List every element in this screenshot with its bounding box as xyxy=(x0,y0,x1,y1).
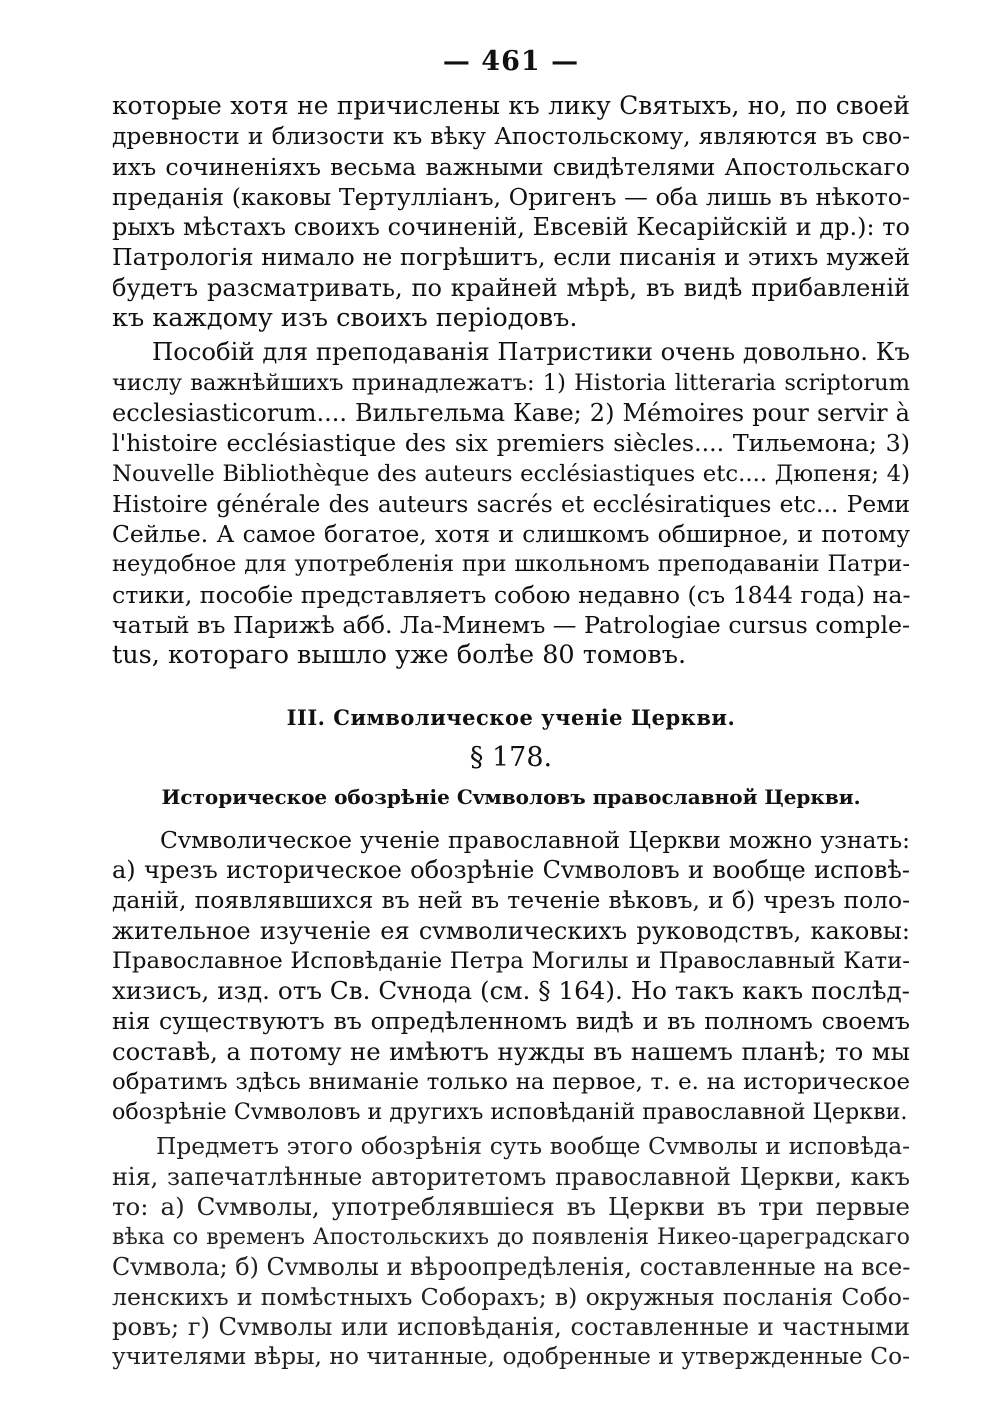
paragraph-2 xyxy=(112,337,910,670)
text-line: будетъ разсматривать, по крайней мѣрѣ, въ видѣ прибавленій xyxy=(112,273,910,302)
text-line: стики, пособіе представляетъ собою недавно (съ 1844 года) на- xyxy=(112,580,911,609)
page-number: — 461 — xyxy=(442,46,580,77)
text-line: рыхъ мѣстахъ своихъ сочиненій, Евсевій Кесарійскій и др.): то xyxy=(112,213,910,242)
text-line: l'histoire ecclésiastique des six premiers siècles.... Тильемона; 3) xyxy=(112,429,910,458)
text-line: которые хотя не причислены къ лику Святыхъ, но, по своей xyxy=(112,91,910,120)
text-line: къ каждому изъ своихъ періодовъ. xyxy=(112,303,578,334)
text-line: нія, запечатлѣнные авторитетомъ православной Церкви, какъ xyxy=(112,1162,910,1191)
text-line: Предметъ этого обозрѣнія суть вообще Сvмволы и исповѣда- xyxy=(156,1132,910,1160)
text-line: ecclesiasticorum.... Вильгельма Каве; 2) Mémoires pour servir à xyxy=(112,398,910,427)
paragraph-3 xyxy=(112,825,910,1128)
text-line: Сvмволическое ученіе православной Церкви можно узнать: xyxy=(160,825,910,854)
text-line: Православное Исповѣданіе Петра Могилы и Православный Кати- xyxy=(112,947,910,974)
text-line: чатый въ Парижѣ абб. Ла-Минемъ — Patrologiae cursus comple- xyxy=(112,611,911,640)
text-line: обратимъ здѣсь вниманіе только на первое, т. е. на историческое xyxy=(112,1069,910,1096)
paragraph-1 xyxy=(112,91,910,333)
text-line: даній, появлявшихся въ ней въ теченіе вѣковъ, и б) чрезъ поло- xyxy=(112,886,910,915)
text-line: преданія (каковы Тертулліанъ, Оригенъ — оба лишь въ нѣкото- xyxy=(112,182,910,211)
text-line: Пособій для преподаванія Патристики очень довольно. Къ xyxy=(152,337,910,367)
text-line: ленскихъ и помѣстныхъ Соборахъ; в) окружныя посланія Собо- xyxy=(112,1282,910,1311)
text-line: числу важнѣйшихъ принадлежатъ: 1) Historia litteraria scriptorum xyxy=(112,369,910,396)
text-line: Патрологія нимало не погрѣшитъ, если писанія и этихъ мужей xyxy=(112,243,910,272)
text-line: учителями вѣры, но читанные, одобренные и утвержденные Со- xyxy=(112,1342,910,1370)
section-title: III. Символическое ученіе Церкви. xyxy=(286,704,736,730)
text-line: а) чрезъ историческое обозрѣніе Сvмволовъ и вообще исповѣ- xyxy=(112,855,910,884)
text-line: составѣ, а потому не имѣютъ нужды въ нашемъ планѣ; то мы xyxy=(112,1036,910,1066)
text-line: Histoire générale des auteurs sacrés et ecclésiratiques etc... Реми xyxy=(112,489,910,518)
text-line: неудобное для употребленія при школьномъ преподаваніи Патри- xyxy=(112,551,910,578)
text-line: древности и близости къ вѣку Апостольскому, являются въ сво- xyxy=(112,122,910,151)
text-line: ровъ; г) Сvмволы или исповѣданія, составленные и частными xyxy=(112,1312,910,1341)
text-line: жительное изученіе ея сvмволическихъ руководствъ, каковы: xyxy=(112,916,910,945)
text-line: Сvмвола; б) Сvмволы и вѣроопредѣленія, составленные на все- xyxy=(112,1252,911,1281)
text-line: Nouvelle Bibliothèque des auteurs ecclésiastiques etc.... Дюпеня; 4) xyxy=(112,460,910,487)
text-line: то: а) Сvмволы, употреблявшіеся въ Церкви въ три первые xyxy=(112,1191,910,1221)
text-line: нія существуютъ въ опредѣленномъ видѣ и въ полномъ своемъ xyxy=(112,1007,910,1036)
text-line: tus, котораго вышло уже болѣе 80 томовъ. xyxy=(112,640,687,671)
text-line: Сейлье. А самое богатое, хотя и слишкомъ обширное, и потому xyxy=(112,520,910,549)
text-line: обозрѣніе Сvмволовъ и другихъ исповѣданій православной Церкви. xyxy=(112,1099,908,1126)
section-number: § 178. xyxy=(469,741,553,773)
paragraph-4 xyxy=(112,1132,910,1372)
text-line: хизисъ, изд. отъ Св. Сvнода (см. § 164). Но такъ какъ послѣд- xyxy=(112,976,910,1006)
text-line: ихъ сочиненіяхъ весьма важными свидѣтелями Апостольскаго xyxy=(112,152,910,181)
section-subtitle: Историческое обозрѣніе Сvмволовъ православной Церкви. xyxy=(161,784,861,809)
text-line: вѣка со временъ Апостольскихъ до появленія Никео-цареградскаго xyxy=(112,1223,910,1250)
